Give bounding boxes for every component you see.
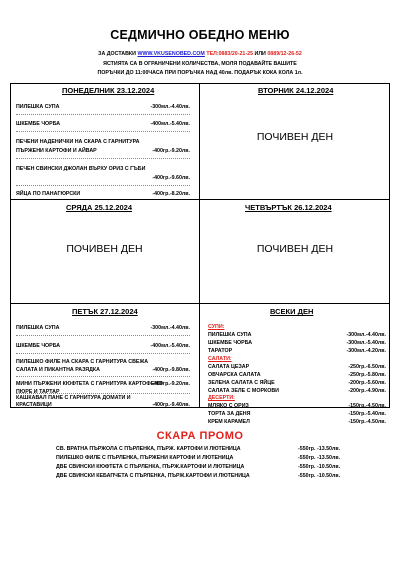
monday-item-qty: -400гр.-8.20лв. bbox=[152, 191, 190, 197]
monday-item-qty: -400гр.-9.60лв. bbox=[152, 175, 190, 181]
everyday-item-name: ТОРТА ЗА ДЕНЯ bbox=[208, 411, 251, 417]
phone-2[interactable]: 0889/12-26-52 bbox=[267, 51, 302, 57]
notice-line-2: ПОРЪЧКИ ДО 11:00ЧАСА ПРИ ПОРЪЧКА НАД 40лв. ПОДАРЪК КОКА КОЛА 1л. bbox=[97, 70, 303, 76]
promo-item-qty: -550гр. -10.50лв. bbox=[298, 473, 341, 479]
friday-item-qty: -400гр.-9.20лв. bbox=[152, 381, 190, 387]
tuesday-holiday: ПОЧИВЕН ДЕН bbox=[256, 131, 334, 143]
monday-item-qty: -400мл.-5.40лв. bbox=[150, 121, 190, 127]
everyday-item-name: МЛЯКО С ОРИЗ bbox=[208, 403, 249, 409]
monday-item-qty: -300мл.-4.40лв. bbox=[150, 104, 190, 110]
menu-title: СЕДМИЧНО ОБЕДНО МЕНЮ bbox=[110, 28, 290, 42]
dotted-separator bbox=[16, 131, 190, 132]
phone-or: ИЛИ bbox=[254, 51, 266, 57]
everyday-item-name: ПИЛЕШКА СУПА bbox=[208, 332, 252, 338]
everyday-item-qty: -150гр.-4.50лв. bbox=[348, 419, 386, 425]
tuesday-heading: ВТОРНИК 24.12.2024 bbox=[258, 86, 334, 95]
category-salads: САЛАТИ: bbox=[208, 356, 232, 362]
friday-item-qty: -400мл.-5.40лв. bbox=[150, 343, 190, 349]
monday-item-name: ПЕЧЕНИ НАДЕНИЧКИ НА СКАРА С ГАРНИТУРА bbox=[16, 139, 140, 145]
dotted-separator bbox=[16, 158, 190, 159]
wednesday-holiday: ПОЧИВЕН ДЕН bbox=[66, 243, 143, 255]
everyday-item-qty: -200гр.-4.90лв. bbox=[348, 388, 386, 394]
everyday-item-name: ОВЧАРСКА САЛАТА bbox=[208, 372, 261, 378]
friday-item-name-line2: САЛАТА И ПИКАНТНА РАЗЯДКА bbox=[16, 367, 100, 373]
everyday-item-name: ТАРАТОР bbox=[208, 348, 233, 354]
friday-item-name-line2: КРАСТАВИЦИ bbox=[16, 402, 52, 408]
everyday-item-qty: -200гр.-5.60лв. bbox=[348, 380, 386, 386]
everyday-item-qty: -150гр.-4.50лв. bbox=[348, 403, 386, 409]
monday-item-name: ШКЕМБЕ ЧОРБА bbox=[16, 121, 61, 127]
monday-item-name: ПИЛЕШКА СУПА bbox=[16, 104, 60, 110]
monday-item-qty: -400гр.-9.20лв. bbox=[152, 148, 190, 154]
phone-1[interactable]: ТЕЛ:0883/20-21-25 bbox=[206, 51, 254, 57]
everyday-item-name: САЛАТА ЦЕЗАР bbox=[208, 364, 250, 370]
monday-item-name-line2: ПЪРЖЕНИ КАРТОФИ И АЙВАР bbox=[16, 148, 97, 154]
dotted-separator bbox=[16, 185, 190, 186]
everyday-item-qty: -150гр.-5.40лв. bbox=[348, 411, 386, 417]
promo-item-qty: -550гр. -13.50лв. bbox=[298, 455, 341, 461]
website-link[interactable]: WWW.VKUSENOBED.COM bbox=[137, 51, 205, 57]
promo-item-qty: -550гр. -13.50лв. bbox=[298, 446, 341, 452]
dotted-separator bbox=[16, 353, 190, 354]
everyday-heading: ВСЕКИ ДЕН bbox=[270, 307, 314, 316]
friday-item-name: ПИЛЕШКА СУПА bbox=[16, 325, 60, 331]
promo-item-name: ПИЛЕШКО ФИЛЕ С ПЪРЛЕНКА, ПЪРЖЕНИ КАРТОФИ И ЛЮТЕНИЦА bbox=[56, 455, 234, 461]
grid-divider-row-2 bbox=[10, 303, 390, 304]
monday-item-name: ЯЙЦА ПО ПАНАГЮРСКИ bbox=[16, 191, 81, 197]
everyday-item-name: САЛАТА ЗЕЛЕ С МОРКОВИ bbox=[208, 388, 279, 394]
grid-divider-row-1 bbox=[10, 199, 390, 200]
everyday-item-qty: -300мл.-4.40лв. bbox=[346, 332, 386, 338]
friday-item-name: ШКЕМБЕ ЧОРБА bbox=[16, 343, 61, 349]
friday-item-name: ПИЛЕШКО ФИЛЕ НА СКАРА С ГАРНИТУРА СВЕЖА bbox=[16, 359, 149, 365]
everyday-item-qty: -300мл.-5.40лв. bbox=[346, 340, 386, 346]
monday-heading: ПОНЕДЕЛНИК 23.12.2024 bbox=[62, 86, 155, 95]
notice-line-1: ЯСТИЯТА СА В ОГРАНИЧЕНИ КОЛИЧЕСТВА, МОЛЯ ПОДАВАЙТЕ ВАШИТЕ bbox=[103, 61, 297, 67]
wednesday-heading: СРЯДА 25.12.2024 bbox=[66, 203, 133, 212]
friday-item-qty: -400гр.-9.80лв. bbox=[152, 367, 190, 373]
everyday-item-name: ШКЕМБЕ ЧОРБА bbox=[208, 340, 253, 346]
dotted-separator bbox=[16, 114, 190, 115]
promo-item-name: ДВЕ СВИНСКИ КЕБАПЧЕТА С ПЪРЛЕНКА, ПЪРЖ.КАРТОФИ И ЛЮТЕНИЦА bbox=[56, 473, 250, 479]
everyday-item-qty: -250гр.-6.50лв. bbox=[348, 364, 386, 370]
friday-item-name-line2: ПЮРЕ И ТАРТАР bbox=[16, 389, 60, 395]
everyday-item-qty: -250гр.-5.80лв. bbox=[348, 372, 386, 378]
promo-item-name: СВ. ВРАТНА ПЪРЖОЛА С ПЪРЛЕНКА, ПЪРЖ. КАРТОФИ И ЛЮТЕНИЦА bbox=[56, 446, 241, 452]
monday-item-name: ПЕЧЕН СВИНСКИ ДЖОЛАН ВЪРХУ ОРИЗ С ГЪБИ bbox=[16, 166, 146, 172]
friday-item-name: КАШКАВАЛ ПАНЕ С ГАРНИТУРА ДОМАТИ И bbox=[16, 395, 131, 401]
thursday-holiday: ПОЧИВЕН ДЕН bbox=[256, 243, 334, 255]
dotted-separator bbox=[16, 335, 190, 336]
friday-heading: ПЕТЪК 27.12.2024 bbox=[72, 307, 138, 316]
dotted-separator bbox=[16, 393, 190, 394]
category-soups: СУПИ: bbox=[208, 324, 225, 330]
thursday-heading: ЧЕТВЪРТЪК 26.12.2024 bbox=[245, 203, 332, 212]
everyday-item-qty: -300мл.-4.20лв. bbox=[346, 348, 386, 354]
promo-item-qty: -550гр. -10.50лв. bbox=[298, 464, 341, 470]
friday-item-qty: -300мл.-4.40лв. bbox=[150, 325, 190, 331]
delivery-line bbox=[0, 51, 400, 57]
promo-item-name: ДВЕ СВИНСКИ КЮФТЕТА С ПЪРЛЕНКА, ПЪРЖ.КАРТОФИ И ЛЮТЕНИЦА bbox=[56, 464, 245, 470]
delivery-prefix: ЗА ДОСТАВКИ bbox=[98, 51, 136, 57]
dotted-separator bbox=[16, 376, 190, 377]
category-desserts: ДЕСЕРТИ: bbox=[208, 395, 235, 401]
friday-item-qty: -400гр.-9.40лв. bbox=[152, 402, 190, 408]
friday-item-name: МИНИ ПЪРЖЕНИ КЮФТЕТА С ГАРНИТУРА КАРТОФЕНО bbox=[16, 381, 163, 387]
promo-title: СКАРА ПРОМО bbox=[156, 430, 244, 442]
everyday-item-name: КРЕМ КАРАМЕЛ bbox=[208, 419, 250, 425]
everyday-item-name: ЗЕЛЕНА САЛАТА С ЯЙЦЕ bbox=[208, 380, 275, 386]
